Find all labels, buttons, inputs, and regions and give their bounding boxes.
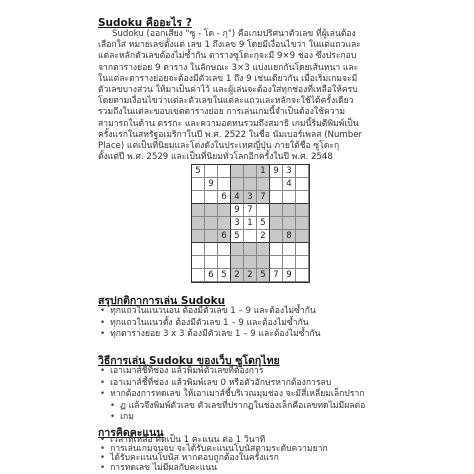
sudoku-cell: 5 xyxy=(231,230,244,243)
sudoku-cell: 6 xyxy=(218,191,231,204)
list-item: • ได้รับคะแนนโบนัส หากตอบถูกต้องในครั้งแรก xyxy=(100,454,400,463)
sudoku-cell xyxy=(192,256,205,269)
sudoku-cell: 9 xyxy=(231,204,244,217)
sudoku-cell: 5 xyxy=(257,217,270,230)
sudoku-cell: 9 xyxy=(205,178,218,191)
scoring-list xyxy=(100,436,400,473)
sudoku-cell xyxy=(283,217,296,230)
howto-list xyxy=(100,366,400,424)
sudoku-cell xyxy=(218,204,231,217)
sudoku-cell xyxy=(231,243,244,256)
sudoku-cell xyxy=(270,217,283,230)
sudoku-cell xyxy=(192,230,205,243)
list-item: • การทดเลข ไม่มีผลกับคะแนน xyxy=(100,464,400,473)
sudoku-cell: 7 xyxy=(257,191,270,204)
sudoku-cell: 2 xyxy=(257,230,270,243)
sudoku-cell xyxy=(244,256,257,269)
sudoku-cell: 8 xyxy=(283,230,296,243)
list-item: • ทุกตารางย่อย 3 x 3 ต้องมีตัวเลข 1 – 9 และต้องไม่ซ้ำกัน xyxy=(100,329,400,341)
page-title: Sudoku คืออะไร ? xyxy=(98,17,192,29)
sudoku-cell: 2 xyxy=(231,269,244,282)
sudoku-cell xyxy=(244,165,257,178)
sudoku-cell: 3 xyxy=(231,217,244,230)
sudoku-cell: 7 xyxy=(270,269,283,282)
sudoku-cell xyxy=(270,204,283,217)
howto-heading: วิธีการเล่น Sudoku ของเว็บ ซูโดกุไทย xyxy=(98,355,280,367)
sudoku-cell xyxy=(218,178,231,191)
sudoku-cell xyxy=(244,230,257,243)
sudoku-cell xyxy=(192,243,205,256)
sudoku-cell xyxy=(205,256,218,269)
intro-line: ตัวเลขบางส่วน ให้มาเป็นค่าไว้ และผู้เล่นจะต้องใส่ทุกช่องที่เหลือให้ครบ xyxy=(98,85,358,96)
sudoku-cell: 9 xyxy=(283,269,296,282)
sudoku-cell xyxy=(244,178,257,191)
list-item: • เวลาที่เหลือ คิดเป็น 1 คะแนน ต่อ 1 วินาที xyxy=(100,436,400,445)
rules-list xyxy=(100,306,400,341)
list-item-continued: • ฏ แล้วจึงพิมพ์ตัวเลข ตัวเลขที่ปรากฏในช่องเล็กคือเลขทดไม่มีผลต่อ xyxy=(100,401,400,413)
sudoku-cell xyxy=(283,243,296,256)
list-item: • การเล่นเกมจนจบ จะได้รับคะแนนโบนัสตามระดับความยาก xyxy=(100,445,400,454)
intro-line: Sudoku (ออกเสียง "ซู - โด - กุ") คือเกมปริศนาตัวเลข ที่ผู้เล่นต้อง xyxy=(112,29,356,39)
intro-line: ครั้งแรกในสหรัฐอเมริกาในปี พ.ศ. 2522 ในชื่อ นัมเบอร์เพลส (Number xyxy=(98,129,363,140)
list-item-continued: • เกม xyxy=(100,412,400,424)
sudoku-cell xyxy=(257,256,270,269)
sudoku-cell xyxy=(270,243,283,256)
sudoku-cell xyxy=(231,165,244,178)
sudoku-cell xyxy=(205,204,218,217)
sudoku-cell xyxy=(283,191,296,204)
sudoku-cell: 4 xyxy=(283,178,296,191)
sudoku-cell xyxy=(296,217,309,230)
rules-heading: สรุปกติกาการเล่น Sudoku xyxy=(98,295,226,307)
sudoku-cell xyxy=(296,191,309,204)
intro-paragraph xyxy=(98,29,388,163)
sudoku-cell xyxy=(296,165,309,178)
sudoku-cell xyxy=(218,165,231,178)
sudoku-cell: 3 xyxy=(244,191,257,204)
sudoku-cell: 5 xyxy=(257,269,270,282)
sudoku-cell xyxy=(192,204,205,217)
sudoku-cell xyxy=(192,217,205,230)
sudoku-cell xyxy=(270,230,283,243)
sudoku-cell: 6 xyxy=(205,269,218,282)
sudoku-cell xyxy=(257,243,270,256)
sudoku-cell xyxy=(205,165,218,178)
sudoku-cell xyxy=(244,243,257,256)
sudoku-cell xyxy=(192,269,205,282)
intro-line: ในแต่ละตารางย่อยจะต้องมีตัวเลข 1 ถึง 9 เช่นเดียวกัน เมื่อเริ่มเกมจะมี xyxy=(98,73,358,84)
sudoku-cell xyxy=(205,191,218,204)
sudoku-cell xyxy=(270,256,283,269)
sudoku-cell xyxy=(257,178,270,191)
sudoku-cell xyxy=(296,204,309,217)
sudoku-cell: 4 xyxy=(231,191,244,204)
scoring-heading: การคิดคะแนน xyxy=(98,427,164,439)
intro-line: สามารถในด้าน ตรรกะ และความอดทนรวมถึงสมาธิ เกมนี้ริ่มตีพิมพ์เป็น xyxy=(98,118,359,129)
intro-line: ตั้งแต่ปี พ.ศ. 2529 และเป็นที่นิยมทั่วโลกอีกครั้งในปี พ.ศ. 2548 xyxy=(98,152,333,163)
sudoku-cell xyxy=(231,178,244,191)
sudoku-cell xyxy=(192,191,205,204)
sudoku-cell xyxy=(270,178,283,191)
intro-line: Place) แต่เป็นที่นิยมและโด่งดังในประเทศญี่ปุ่น ภายใต้ชื่อ ซูโดะกุ xyxy=(98,141,340,152)
sudoku-cell xyxy=(296,230,309,243)
sudoku-cell xyxy=(205,217,218,230)
sudoku-cell xyxy=(296,243,309,256)
sudoku-cell: 2 xyxy=(244,269,257,282)
sudoku-cell: 9 xyxy=(270,165,283,178)
sudoku-cell: 5 xyxy=(218,269,231,282)
sudoku-cell: 1 xyxy=(244,217,257,230)
sudoku-cell xyxy=(205,230,218,243)
sudoku-cell xyxy=(192,178,205,191)
sudoku-cell xyxy=(296,269,309,282)
sudoku-cell xyxy=(257,204,270,217)
list-item: • ทุกแถวในแนวตั้ง ต้องมีตัวเลข 1 – 9 และต้องไม่ซ้ำกัน xyxy=(100,318,400,330)
sudoku-cell xyxy=(283,204,296,217)
list-item: • เอาเมาส์ชี้ที่ช่อง แล้วพิมพ์ตัวเลขที่ต้องการ xyxy=(100,366,400,378)
intro-line: แต่ละหลักตัวเลขต้องไม่ซ้ำกัน ตารางซูโดะกุจะมี 9×9 ช่อง ซึ่งประกอบ xyxy=(98,51,357,62)
sudoku-cell xyxy=(283,256,296,269)
list-item: • เอาเมาส์ชี้ที่ช่อง แล้วพิมพ์เลข 0 หรือตัวอักษรหากต้องการลบ xyxy=(100,378,400,390)
sudoku-cell: 5 xyxy=(192,165,205,178)
sudoku-grid xyxy=(191,164,310,283)
intro-line: โดยตามเงื่อนไขว่าแต่ละตัวเลขในแต่ละแถวและหลักจะใช้ได้ครั้งเดียว xyxy=(98,96,354,107)
sudoku-cell xyxy=(296,178,309,191)
sudoku-cell xyxy=(296,256,309,269)
intro-line: รวมถึงในแต่ละขอบเขตตารางย่อย การเล่นเกมนี้จำเป็นต้องใช้ความ xyxy=(98,107,346,118)
sudoku-cell xyxy=(218,217,231,230)
sudoku-cell xyxy=(218,256,231,269)
intro-line: เลือกใส่ หมายเลขตั้งแต่ เลข 1 ถึงเลข 9 โดยมีเงื่อนไขว่า ในแต่แถวและ xyxy=(98,40,361,51)
sudoku-cell: 7 xyxy=(244,204,257,217)
sudoku-cell xyxy=(231,256,244,269)
list-item: • หากต้องการทดเลข ให้เอาเมาส์ชี้บริเวณมุมช่อง จะมีสี่เหลี่ยมเล็กปราก xyxy=(100,389,400,401)
sudoku-cell: 3 xyxy=(283,165,296,178)
intro-line: จากตารางย่อย 9 ตาราง ในลักษณะ 3×3 แบ่งแยกกันโดยเส้นหนา และ xyxy=(98,62,359,73)
sudoku-cell: 6 xyxy=(218,230,231,243)
sudoku-cell: 1 xyxy=(257,165,270,178)
sudoku-cell xyxy=(205,243,218,256)
list-item: • ทุกแถวในแนวนอน ต้องมีตัวเลข 1 – 9 และต้องไม่ซ้ำกัน xyxy=(100,306,400,318)
sudoku-cell xyxy=(218,243,231,256)
sudoku-cell xyxy=(270,191,283,204)
